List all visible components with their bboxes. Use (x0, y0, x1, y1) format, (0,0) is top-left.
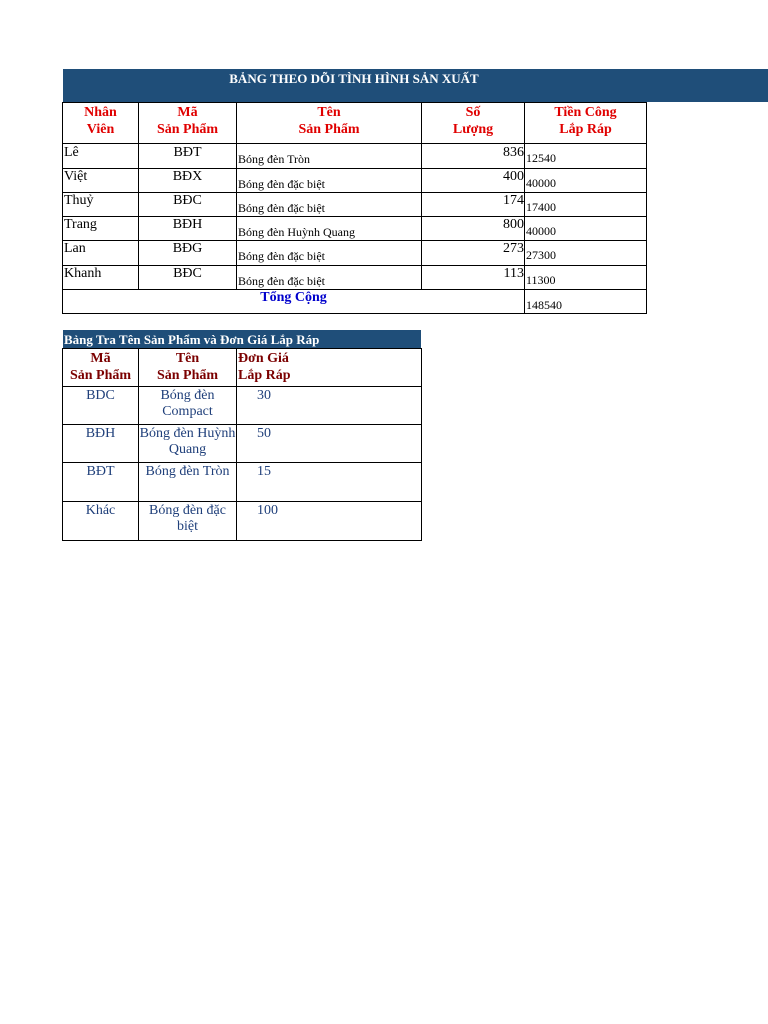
cell-product: Bóng đèn Huỳnh Quang (237, 217, 422, 241)
main-table-title: BẢNG THEO DÕI TÌNH HÌNH SẢN XUẤT (229, 71, 479, 86)
cell-product: Bóng đèn đặc biệt (237, 193, 422, 217)
cell-product: Bóng đèn Tròn (237, 144, 422, 169)
cell-wage: 11300 (525, 266, 647, 290)
cell-wage: 12540 (525, 144, 647, 169)
cell-code: BĐG (139, 241, 237, 266)
lookup-cell-price: 30 (237, 387, 422, 425)
lookup-table-title: Bảng Tra Tên Sản Phẩm và Đơn Giá Lắp Ráp (63, 330, 421, 348)
cell-code: BĐC (139, 266, 237, 290)
lookup-cell-price: 50 (237, 425, 422, 463)
header-nhan-vien: Nhân Viên (63, 103, 139, 144)
lookup-cell-price: 15 (237, 463, 422, 502)
lookup-header-name: Tên Sản Phẩm (139, 349, 237, 387)
cell-name: Việt (63, 169, 139, 193)
cell-qty: 400 (422, 169, 525, 193)
lookup-cell-code: BDC (63, 387, 139, 425)
main-table (62, 102, 647, 314)
lookup-cell-name: Bóng đèn Tròn (139, 463, 237, 502)
cell-code: BĐC (139, 193, 237, 217)
lookup-header-code: Mã Sản Phẩm (63, 349, 139, 387)
cell-wage: 27300 (525, 241, 647, 266)
cell-product: Bóng đèn đặc biệt (237, 266, 422, 290)
cell-qty: 800 (422, 217, 525, 241)
cell-wage: 40000 (525, 217, 647, 241)
lookup-cell-code: BĐT (63, 463, 139, 502)
cell-code: BĐH (139, 217, 237, 241)
lookup-cell-name: Bóng đèn Compact (139, 387, 237, 425)
cell-name: Khanh (63, 266, 139, 290)
cell-product: Bóng đèn đặc biệt (237, 241, 422, 266)
lookup-cell-code: BĐH (63, 425, 139, 463)
cell-code: BĐT (139, 144, 237, 169)
cell-code: BĐX (139, 169, 237, 193)
total-label: Tổng Cộng (63, 290, 525, 314)
cell-name: Trang (63, 217, 139, 241)
lookup-cell-name: Bóng đèn đặc biệt (139, 502, 237, 541)
cell-name: Thuỷ (63, 193, 139, 217)
main-table-title-bar (63, 69, 768, 102)
cell-name: Lan (63, 241, 139, 266)
cell-qty: 836 (422, 144, 525, 169)
lookup-cell-code: Khác (63, 502, 139, 541)
lookup-table (62, 348, 422, 541)
cell-name: Lê (63, 144, 139, 169)
cell-qty: 174 (422, 193, 525, 217)
header-so-luong: Số Lượng (422, 103, 525, 144)
header-ma-san-pham: Mã Sản Phẩm (139, 103, 237, 144)
total-value: 148540 (525, 290, 647, 314)
lookup-header-price: Đơn Giá Lắp Ráp (237, 349, 422, 387)
cell-wage: 17400 (525, 193, 647, 217)
cell-qty: 113 (422, 266, 525, 290)
lookup-cell-name: Bóng đèn Huỳnh Quang (139, 425, 237, 463)
cell-qty: 273 (422, 241, 525, 266)
header-tien-cong: Tiền Công Lắp Ráp (525, 103, 647, 144)
cell-product: Bóng đèn đặc biệt (237, 169, 422, 193)
header-ten-san-pham: Tên Sản Phẩm (237, 103, 422, 144)
cell-wage: 40000 (525, 169, 647, 193)
lookup-cell-price: 100 (237, 502, 422, 541)
